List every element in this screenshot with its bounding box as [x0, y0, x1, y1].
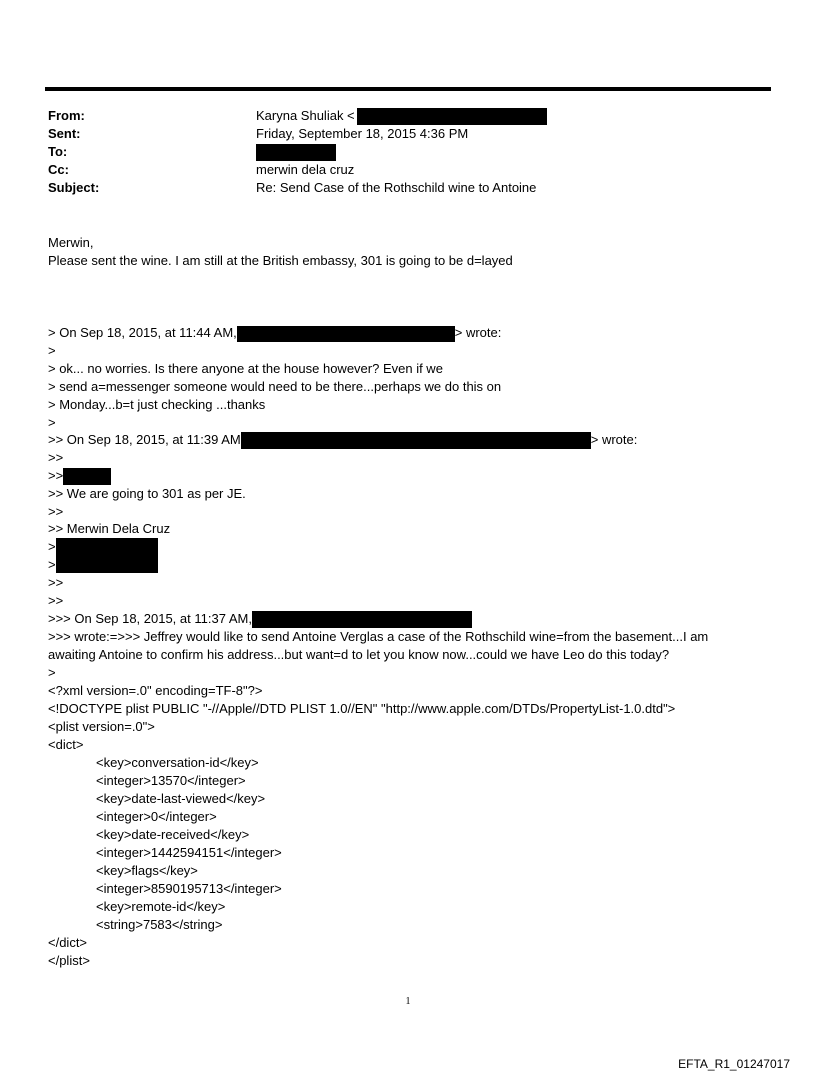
bates-number: EFTA_R1_01247017: [678, 1057, 790, 1071]
from-label: From:: [48, 108, 85, 123]
quoted-text: >>: [48, 468, 64, 483]
plist-line: <dict>: [48, 737, 84, 752]
page-number: 1: [405, 996, 411, 1007]
from-name: Karyna Shuliak <: [256, 108, 355, 123]
plist-line: <integer>8590195713</integer>: [96, 881, 282, 896]
quoted-line: > send a=messenger someone would need to be there...perhaps we do this on: [48, 379, 502, 394]
quoted-text: >> On Sep 18, 2015, at 11:39 AM: [48, 432, 241, 447]
greeting: Merwin,: [48, 235, 94, 250]
plist-line: <plist version=.0">: [48, 719, 155, 734]
quoted-line: >>: [48, 575, 64, 590]
quoted-line: >>: [48, 450, 64, 465]
subject-value: Re: Send Case of the Rothschild wine to Antoine: [256, 180, 537, 195]
quoted-line: >: [48, 343, 56, 358]
quoted-line: [48, 431, 637, 449]
plist-line: </plist>: [48, 953, 90, 968]
quoted-line: awaiting Antoine to confirm his address...but want=d to let you know now...could we have Leo do this today?: [48, 647, 670, 662]
redaction-box: [63, 468, 111, 485]
header-rule: [45, 87, 771, 91]
message: Please sent the wine. I am still at the British embassy, 301 is going to be d=layed: [48, 253, 513, 268]
plist-line: <string>7583</string>: [96, 917, 223, 932]
redaction-box: [237, 326, 455, 342]
quoted-line: >: [48, 539, 56, 554]
plist-line: <key>date-last-viewed</key>: [96, 791, 266, 806]
quoted-text: >>> On Sep 18, 2015, at 11:37 AM,: [48, 611, 252, 626]
quoted-line: >: [48, 557, 56, 572]
quoted-text: > wrote:: [590, 432, 638, 447]
quoted-line: [48, 467, 111, 485]
quoted-text: > On Sep 18, 2015, at 11:44 AM,: [48, 325, 237, 340]
quoted-line: [48, 324, 501, 342]
quoted-line: >> Merwin Dela Cruz: [48, 521, 171, 536]
redaction-box: [357, 108, 547, 125]
to-value: [256, 143, 336, 161]
plist-line: <?xml version=.0" encoding=TF-8"?>: [48, 683, 263, 698]
cc-value: merwin dela cruz: [256, 162, 355, 177]
quoted-text: > wrote:: [454, 325, 502, 340]
plist-line: <integer>0</integer>: [96, 809, 217, 824]
quoted-line: >> We are going to 301 as per JE.: [48, 486, 246, 501]
plist-line: <key>conversation-id</key>: [96, 755, 259, 770]
plist-line: <key>flags</key>: [96, 863, 198, 878]
cc-label: Cc:: [48, 162, 69, 177]
redaction-box: [241, 432, 591, 449]
sent-label: Sent:: [48, 126, 81, 141]
quoted-line: >>: [48, 504, 64, 519]
redaction-box: [252, 611, 472, 628]
from-value: [256, 107, 547, 125]
plist-line: <integer>13570</integer>: [96, 773, 246, 788]
plist-line: <key>date-received</key>: [96, 827, 250, 842]
quoted-line: >: [48, 665, 56, 680]
quoted-line: > ok... no worries. Is there anyone at the house however? Even if we: [48, 361, 443, 376]
plist-line: <!DOCTYPE plist PUBLIC "-//Apple//DTD PLIST 1.0//EN" "http://www.apple.com/DTDs/PropertyList-1.0.dtd">: [48, 701, 676, 716]
sent-value: Friday, September 18, 2015 4:36 PM: [256, 126, 469, 141]
quoted-line: >: [48, 415, 56, 430]
subject-label: Subject:: [48, 180, 100, 195]
quoted-line: >>: [48, 593, 64, 608]
redaction-box: [56, 538, 158, 573]
plist-line: <key>remote-id</key>: [96, 899, 226, 914]
redaction-box: [256, 144, 336, 161]
plist-line: </dict>: [48, 935, 88, 950]
quoted-line: >>> wrote:=>>> Jeffrey would like to send Antoine Verglas a case of the Rothschild wine=from the basement...I am: [48, 629, 709, 644]
quoted-line: > Monday...b=t just checking ...thanks: [48, 397, 266, 412]
to-label: To:: [48, 144, 68, 159]
plist-line: <integer>1442594151</integer>: [96, 845, 282, 860]
quoted-line: [48, 610, 472, 628]
